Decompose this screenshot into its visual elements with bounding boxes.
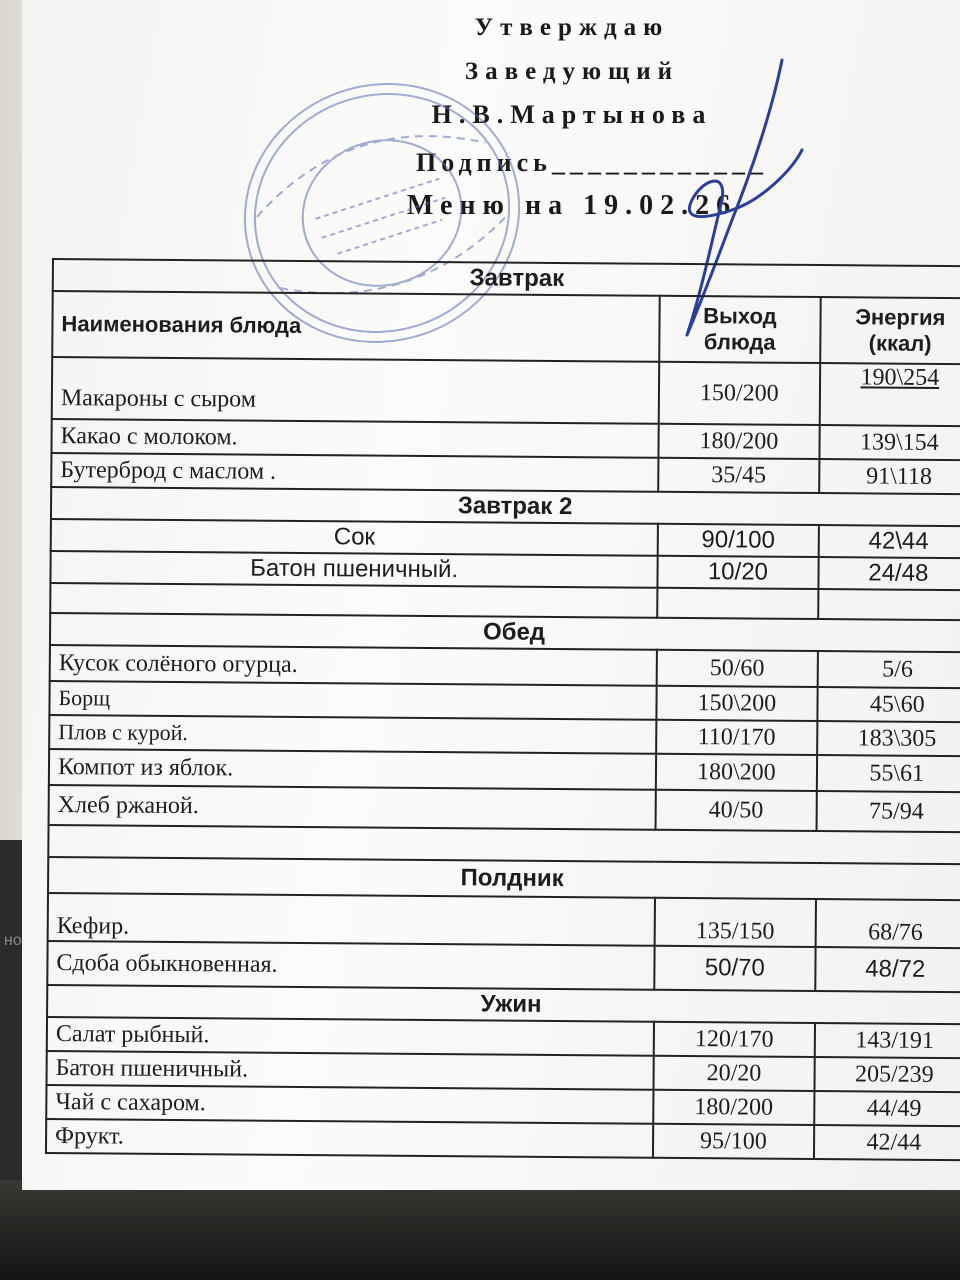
dish-energy: 205/239	[814, 1057, 960, 1092]
table-surface	[0, 1180, 960, 1280]
menu-title: Меню на 19.02.26	[406, 190, 738, 221]
section-title-breakfast2: Завтрак 2	[51, 487, 960, 526]
dish-name: Батон пшеничный.	[50, 551, 657, 588]
dish-yield: 150\200	[657, 686, 818, 721]
column-energy-header: Энергия (ккал)	[820, 297, 960, 364]
dish-name: Сдоба обыкновенная.	[47, 941, 654, 990]
dish-energy: 143/191	[814, 1023, 960, 1058]
dish-energy: 24/48	[818, 557, 960, 590]
dish-yield: 180/200	[659, 424, 820, 459]
dish-yield: 90/100	[658, 524, 819, 557]
dish-name: Какао с молоком.	[51, 419, 658, 458]
dish-yield: 135/150	[655, 898, 816, 947]
section-title-snack: Полдник	[48, 857, 960, 900]
table-row	[52, 357, 960, 426]
position-label: Заведующий	[464, 58, 680, 85]
dish-name: Сок	[51, 519, 658, 556]
manager-name: Н.В.Мартынова	[431, 100, 713, 129]
dish-yield: 40/50	[656, 790, 817, 831]
table-row	[48, 893, 960, 948]
dish-yield: 150/200	[659, 362, 820, 425]
dish-name: Салат рыбный.	[47, 1017, 654, 1056]
dish-yield: 20/20	[654, 1056, 815, 1091]
dish-name: Батон пшеничный.	[47, 1051, 654, 1090]
empty-cell	[818, 589, 960, 620]
empty-cell	[657, 588, 818, 619]
dish-name: Кефир.	[48, 893, 656, 946]
dish-energy: 190\254	[819, 363, 960, 426]
dish-yield: 10/20	[658, 556, 819, 589]
dish-energy: 55\61	[816, 755, 960, 792]
column-yield-header: Выход блюда	[659, 296, 820, 363]
dish-energy: 183\305	[817, 721, 960, 756]
dish-energy: 5/6	[817, 651, 960, 688]
dish-energy: 45\60	[817, 687, 960, 722]
dish-name: Борщ	[49, 681, 656, 720]
dish-yield: 180\200	[656, 754, 817, 791]
dish-name: Плов с курой.	[49, 715, 656, 754]
dish-energy: 48/72	[815, 947, 960, 992]
dish-yield: 50/70	[654, 946, 815, 991]
empty-cell	[50, 583, 657, 618]
dish-yield: 180/200	[653, 1090, 814, 1125]
dish-name: Хлеб ржаной.	[49, 785, 656, 830]
dish-energy: 68/76	[815, 899, 960, 948]
dish-energy: 42/44	[814, 1125, 960, 1160]
table-row	[47, 941, 960, 992]
signature-row	[362, 148, 822, 178]
menu-sheet	[22, 0, 960, 1190]
section-title-dinner: Ужин	[47, 985, 960, 1024]
dish-name: Чай с сахаром.	[46, 1085, 653, 1124]
dish-yield: 50/60	[657, 650, 818, 687]
dish-energy: 139\154	[819, 425, 960, 460]
dish-energy: 91\118	[819, 459, 960, 494]
dish-name: Кусок солёного огурца.	[50, 645, 657, 686]
table-row	[46, 1119, 960, 1160]
dish-energy: 44/49	[814, 1091, 960, 1126]
section-title-lunch: Обед	[50, 613, 960, 652]
dish-energy: 42\44	[818, 525, 960, 558]
dish-name: Фрукт.	[46, 1119, 653, 1158]
dish-yield: 35/45	[658, 458, 819, 493]
dish-yield: 110/170	[656, 720, 817, 755]
signature-label: Подпись	[416, 148, 552, 177]
dish-name: Компот из яблок.	[49, 749, 656, 790]
dish-yield: 120/170	[654, 1022, 815, 1057]
background-sticker: но	[4, 932, 22, 949]
approve-label: Утверждаю	[474, 14, 670, 41]
dish-name: Макароны с сыром	[52, 357, 660, 424]
signature-line: ____________	[551, 148, 768, 177]
menu-table	[45, 258, 960, 1161]
dish-energy: 75/94	[816, 791, 960, 832]
column-name-header: Наименования блюда	[52, 291, 660, 362]
section-title-breakfast: Завтрак	[53, 259, 960, 298]
dish-yield: 95/100	[653, 1124, 814, 1159]
dish-name: Бутерброд с маслом .	[51, 453, 658, 492]
